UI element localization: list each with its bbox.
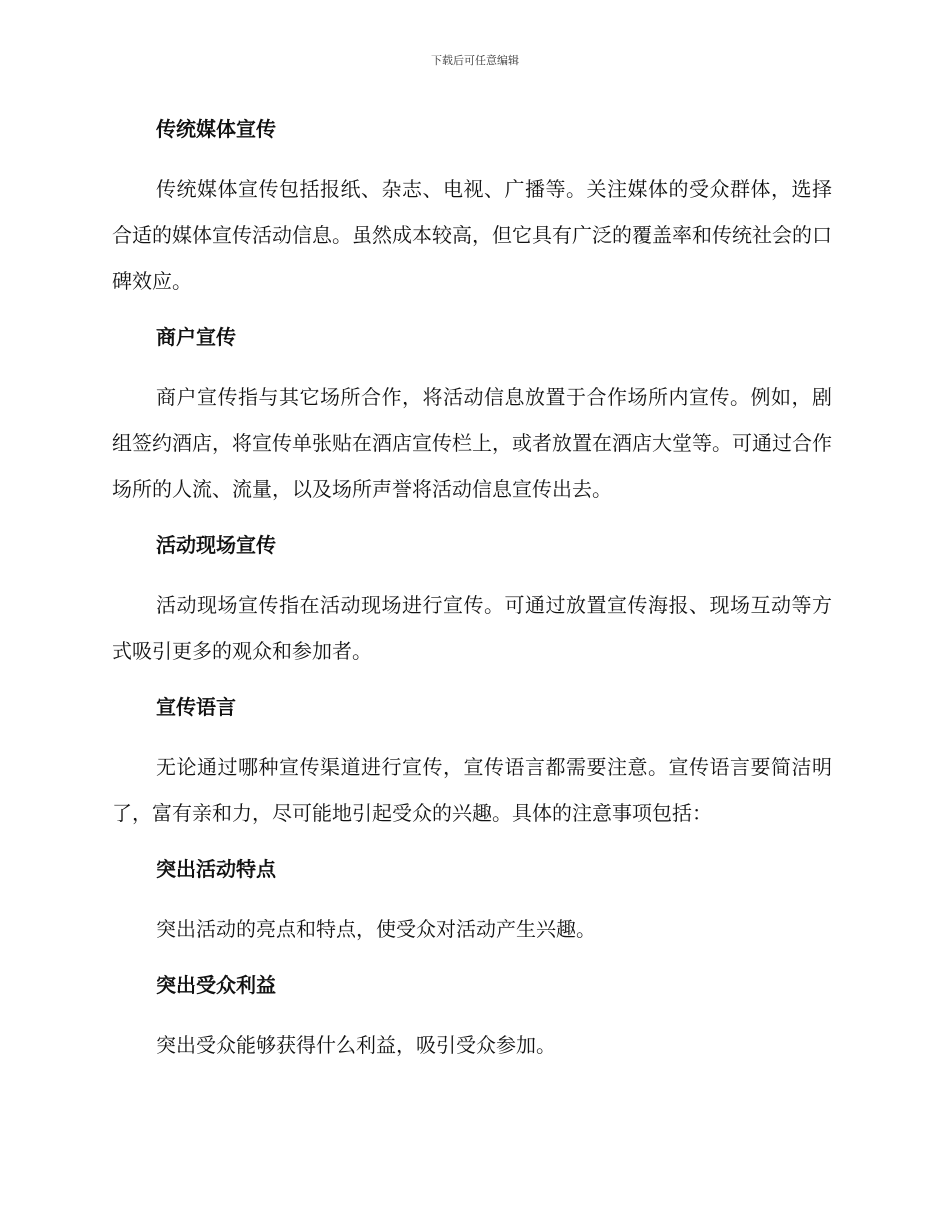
section-heading: 突出活动特点 [156,857,276,881]
section-heading: 宣传语言 [156,695,236,719]
section-paragraph: 无论通过哪种宣传渠道进行宣传，宣传语言都需要注意。宣传语言要简洁明了，富有亲和力，尽可能地引起受众的兴趣。具体的注意事项包括： [112,755,832,825]
section-paragraph: 活动现场宣传指在活动现场进行宣传。可通过放置宣传海报、现场互动等方式吸引更多的观众和参加者。 [112,593,832,663]
section-paragraph: 突出受众能够获得什么利益，吸引受众参加。 [156,1033,556,1057]
section-paragraph: 突出活动的亮点和特点，使受众对活动产生兴趣。 [156,917,596,941]
section-heading: 突出受众利益 [156,973,276,997]
section-paragraph: 商户宣传指与其它场所合作，将活动信息放置于合作场所内宣传。例如，剧组签约酒店，将宣传单张贴在酒店宣传栏上，或者放置在酒店大堂等。可通过合作场所的人流、流量，以及场所声誉将活动信息宣传出去。 [112,385,832,501]
section-paragraph: 传统媒体宣传包括报纸、杂志、电视、广播等。关注媒体的受众群体，选择合适的媒体宣传活动信息。虽然成本较高，但它具有广泛的覆盖率和传统社会的口碑效应。 [112,177,832,293]
page-header: 下载后可任意编辑 [431,54,519,67]
section-heading: 传统媒体宣传 [156,117,276,141]
section-heading: 活动现场宣传 [156,533,276,557]
section-heading: 商户宣传 [156,325,236,349]
document-body [112,112,832,1068]
